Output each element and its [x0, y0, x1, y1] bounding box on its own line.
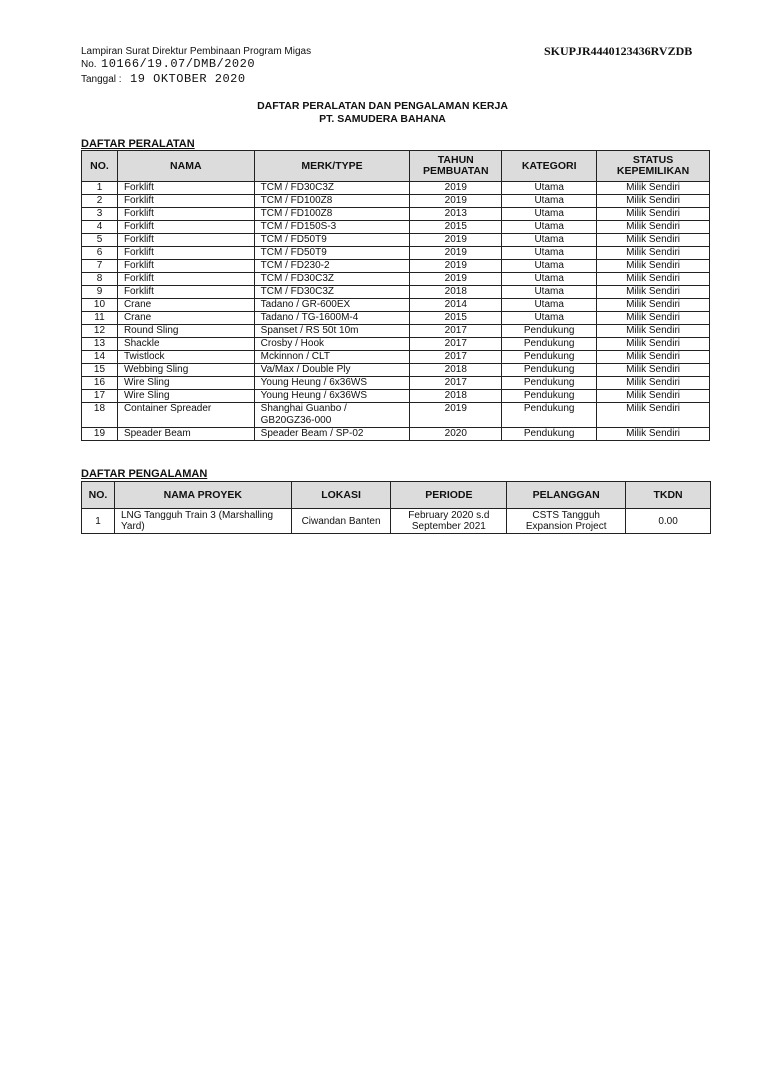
table-cell: Forklift — [117, 286, 254, 299]
table-cell: 11 — [82, 312, 118, 325]
table-cell: 1 — [82, 509, 115, 534]
table-cell: 15 — [82, 364, 118, 377]
table-cell: 2018 — [410, 364, 502, 377]
table-cell: 2019 — [410, 195, 502, 208]
table-cell: Shackle — [117, 338, 254, 351]
company-name: PT. SAMUDERA BAHANA — [319, 113, 446, 125]
table-cell: Crane — [117, 312, 254, 325]
table-cell: TCM / FD50T9 — [254, 247, 410, 260]
table-cell: 2018 — [410, 390, 502, 403]
table-row — [82, 234, 710, 247]
table-cell: Va/Max / Double Ply — [254, 364, 410, 377]
table-cell: Forklift — [117, 273, 254, 286]
tanggal-value: 19 OKTOBER 2020 — [130, 72, 246, 86]
table-cell: 19 — [82, 428, 118, 441]
table-cell: 4 — [82, 221, 118, 234]
table-cell: Wire Sling — [117, 390, 254, 403]
table-cell: TCM / FD100Z8 — [254, 195, 410, 208]
table-cell: Tadano / GR-600EX — [254, 299, 410, 312]
nomor-value: 10166/19.07/DMB/2020 — [101, 57, 256, 71]
table-cell: Milik Sendiri — [597, 286, 710, 299]
table-cell: Utama — [502, 234, 597, 247]
table-cell: Milik Sendiri — [597, 351, 710, 364]
col-header-nama: NAMA — [117, 151, 254, 182]
table-cell: Pendukung — [502, 377, 597, 390]
table-cell: Milik Sendiri — [597, 403, 710, 428]
table-cell: Twistlock — [117, 351, 254, 364]
table-row — [82, 377, 710, 390]
table-row — [82, 195, 710, 208]
table-cell: Utama — [502, 286, 597, 299]
table-cell: Milik Sendiri — [597, 390, 710, 403]
table-cell: 2019 — [410, 182, 502, 195]
table-cell: 2019 — [410, 260, 502, 273]
table-cell: Milik Sendiri — [597, 208, 710, 221]
table-cell: Milik Sendiri — [597, 260, 710, 273]
table-cell: Forklift — [117, 221, 254, 234]
table-cell: 2019 — [410, 403, 502, 428]
pengalaman-header-row — [82, 482, 711, 509]
nomor-surat — [81, 56, 255, 71]
table-cell: Pendukung — [502, 390, 597, 403]
table-cell: Pendukung — [502, 338, 597, 351]
table-cell: Spanset / RS 50t 10m — [254, 325, 410, 338]
table-cell: Milik Sendiri — [597, 377, 710, 390]
table-row — [82, 428, 710, 441]
table-cell: Milik Sendiri — [597, 234, 710, 247]
table-cell: Utama — [502, 312, 597, 325]
table-cell: Wire Sling — [117, 377, 254, 390]
peralatan-body — [82, 182, 710, 441]
table-cell: TCM / FD50T9 — [254, 234, 410, 247]
table-cell: Young Heung / 6x36WS — [254, 377, 410, 390]
table-cell: 2017 — [410, 351, 502, 364]
table-row — [82, 286, 710, 299]
document-title: DAFTAR PERALATAN DAN PENGALAMAN KERJA — [257, 100, 508, 112]
table-cell: Pendukung — [502, 364, 597, 377]
table-cell: 0.00 — [626, 509, 711, 534]
table-cell: 12 — [82, 325, 118, 338]
table-cell: Ciwandan Banten — [291, 509, 391, 534]
table-cell: Milik Sendiri — [597, 325, 710, 338]
table-cell: 17 — [82, 390, 118, 403]
table-cell: Crosby / Hook — [254, 338, 410, 351]
peralatan-section-label: DAFTAR PERALATAN — [81, 138, 195, 150]
col-header-status: STATUS KEPEMILIKAN — [597, 151, 710, 182]
table-cell: Pendukung — [502, 403, 597, 428]
table-cell: Speader Beam / SP-02 — [254, 428, 410, 441]
table-cell: 18 — [82, 403, 118, 428]
table-cell: 2018 — [410, 286, 502, 299]
table-cell: Forklift — [117, 208, 254, 221]
table-cell: 6 — [82, 247, 118, 260]
table-cell: Milik Sendiri — [597, 247, 710, 260]
table-cell: Milik Sendiri — [597, 182, 710, 195]
table-cell: 2017 — [410, 338, 502, 351]
table-cell: Utama — [502, 208, 597, 221]
table-row — [82, 221, 710, 234]
table-cell: 2017 — [410, 325, 502, 338]
pengalaman-body — [82, 509, 711, 534]
table-cell: Utama — [502, 221, 597, 234]
table-cell: February 2020 s.d September 2021 — [391, 509, 507, 534]
col-header-nama-proyek: NAMA PROYEK — [114, 482, 291, 509]
col-header-merk-type: MERK/TYPE — [254, 151, 410, 182]
table-cell: Milik Sendiri — [597, 221, 710, 234]
table-cell: 2014 — [410, 299, 502, 312]
table-cell: Milik Sendiri — [597, 428, 710, 441]
table-cell: 2020 — [410, 428, 502, 441]
table-cell: Utama — [502, 273, 597, 286]
table-cell: Utama — [502, 247, 597, 260]
table-cell: Webbing Sling — [117, 364, 254, 377]
table-row — [82, 325, 710, 338]
pengalaman-table — [81, 481, 711, 534]
document-code: SKUPJR4440123436RVZDB — [544, 44, 693, 58]
table-cell: Crane — [117, 299, 254, 312]
table-cell: 2015 — [410, 312, 502, 325]
table-cell: 2019 — [410, 247, 502, 260]
table-cell: TCM / FD100Z8 — [254, 208, 410, 221]
table-row — [82, 509, 711, 534]
table-cell: 9 — [82, 286, 118, 299]
col-header-pelanggan: PELANGGAN — [507, 482, 626, 509]
table-cell: Utama — [502, 195, 597, 208]
table-cell: Utama — [502, 299, 597, 312]
col-header-tkdn: TKDN — [626, 482, 711, 509]
col-header-no: NO. — [82, 151, 118, 182]
table-cell: Forklift — [117, 182, 254, 195]
table-cell: Young Heung / 6x36WS — [254, 390, 410, 403]
table-cell: Pendukung — [502, 428, 597, 441]
table-cell: LNG Tangguh Train 3 (Marshalling Yard) — [114, 509, 291, 534]
table-cell: 2 — [82, 195, 118, 208]
table-cell: 10 — [82, 299, 118, 312]
tanggal-surat — [81, 71, 246, 86]
table-cell: Forklift — [117, 195, 254, 208]
table-row — [82, 299, 710, 312]
col-header-lokasi: LOKASI — [291, 482, 391, 509]
table-row — [82, 312, 710, 325]
table-cell: Pendukung — [502, 351, 597, 364]
table-cell: 1 — [82, 182, 118, 195]
table-cell: CSTS Tangguh Expansion Project — [507, 509, 626, 534]
table-cell: Milik Sendiri — [597, 364, 710, 377]
table-row — [82, 247, 710, 260]
table-cell: TCM / FD30C3Z — [254, 273, 410, 286]
col-header-kategori: KATEGORI — [502, 151, 597, 182]
table-cell: 2019 — [410, 273, 502, 286]
table-row — [82, 351, 710, 364]
table-cell: Milik Sendiri — [597, 195, 710, 208]
lampiran-text: Lampiran Surat Direktur Pembinaan Program Migas — [81, 46, 312, 57]
table-row — [82, 338, 710, 351]
table-row — [82, 260, 710, 273]
col-header-periode: PERIODE — [391, 482, 507, 509]
table-row — [82, 273, 710, 286]
col-header-tahun: TAHUN PEMBUATAN — [410, 151, 502, 182]
table-cell: 2013 — [410, 208, 502, 221]
table-cell: 8 — [82, 273, 118, 286]
table-cell: Milik Sendiri — [597, 312, 710, 325]
table-cell: 7 — [82, 260, 118, 273]
peralatan-table — [81, 150, 710, 441]
table-row — [82, 208, 710, 221]
table-cell: Tadano / TG-1600M-4 — [254, 312, 410, 325]
table-cell: 5 — [82, 234, 118, 247]
table-cell: 3 — [82, 208, 118, 221]
table-cell: Milik Sendiri — [597, 273, 710, 286]
table-cell: TCM / FD30C3Z — [254, 182, 410, 195]
table-cell: Speader Beam — [117, 428, 254, 441]
table-row — [82, 390, 710, 403]
table-cell: Forklift — [117, 234, 254, 247]
table-cell: 14 — [82, 351, 118, 364]
nomor-label: No. — [81, 59, 97, 70]
table-row — [82, 364, 710, 377]
table-cell: TCM / FD150S-3 — [254, 221, 410, 234]
pengalaman-section-label: DAFTAR PENGALAMAN — [81, 468, 208, 480]
table-cell: 2019 — [410, 234, 502, 247]
peralatan-header-row — [82, 151, 710, 182]
col-header-no: NO. — [82, 482, 115, 509]
table-row — [82, 403, 710, 428]
table-cell: TCM / FD230-2 — [254, 260, 410, 273]
table-cell: 16 — [82, 377, 118, 390]
table-cell: Shanghai Guanbo / GB20GZ36-000 — [254, 403, 410, 428]
table-cell: Milik Sendiri — [597, 338, 710, 351]
table-cell: TCM / FD30C3Z — [254, 286, 410, 299]
table-cell: Forklift — [117, 260, 254, 273]
table-cell: Milik Sendiri — [597, 299, 710, 312]
table-cell: 2017 — [410, 377, 502, 390]
table-cell: Mckinnon / CLT — [254, 351, 410, 364]
table-cell: 2015 — [410, 221, 502, 234]
table-cell: Pendukung — [502, 325, 597, 338]
table-cell: Round Sling — [117, 325, 254, 338]
table-cell: Container Spreader — [117, 403, 254, 428]
table-cell: Forklift — [117, 247, 254, 260]
table-cell: Utama — [502, 182, 597, 195]
table-cell: Utama — [502, 260, 597, 273]
table-row — [82, 182, 710, 195]
tanggal-label: Tanggal : — [81, 74, 122, 85]
table-cell: 13 — [82, 338, 118, 351]
